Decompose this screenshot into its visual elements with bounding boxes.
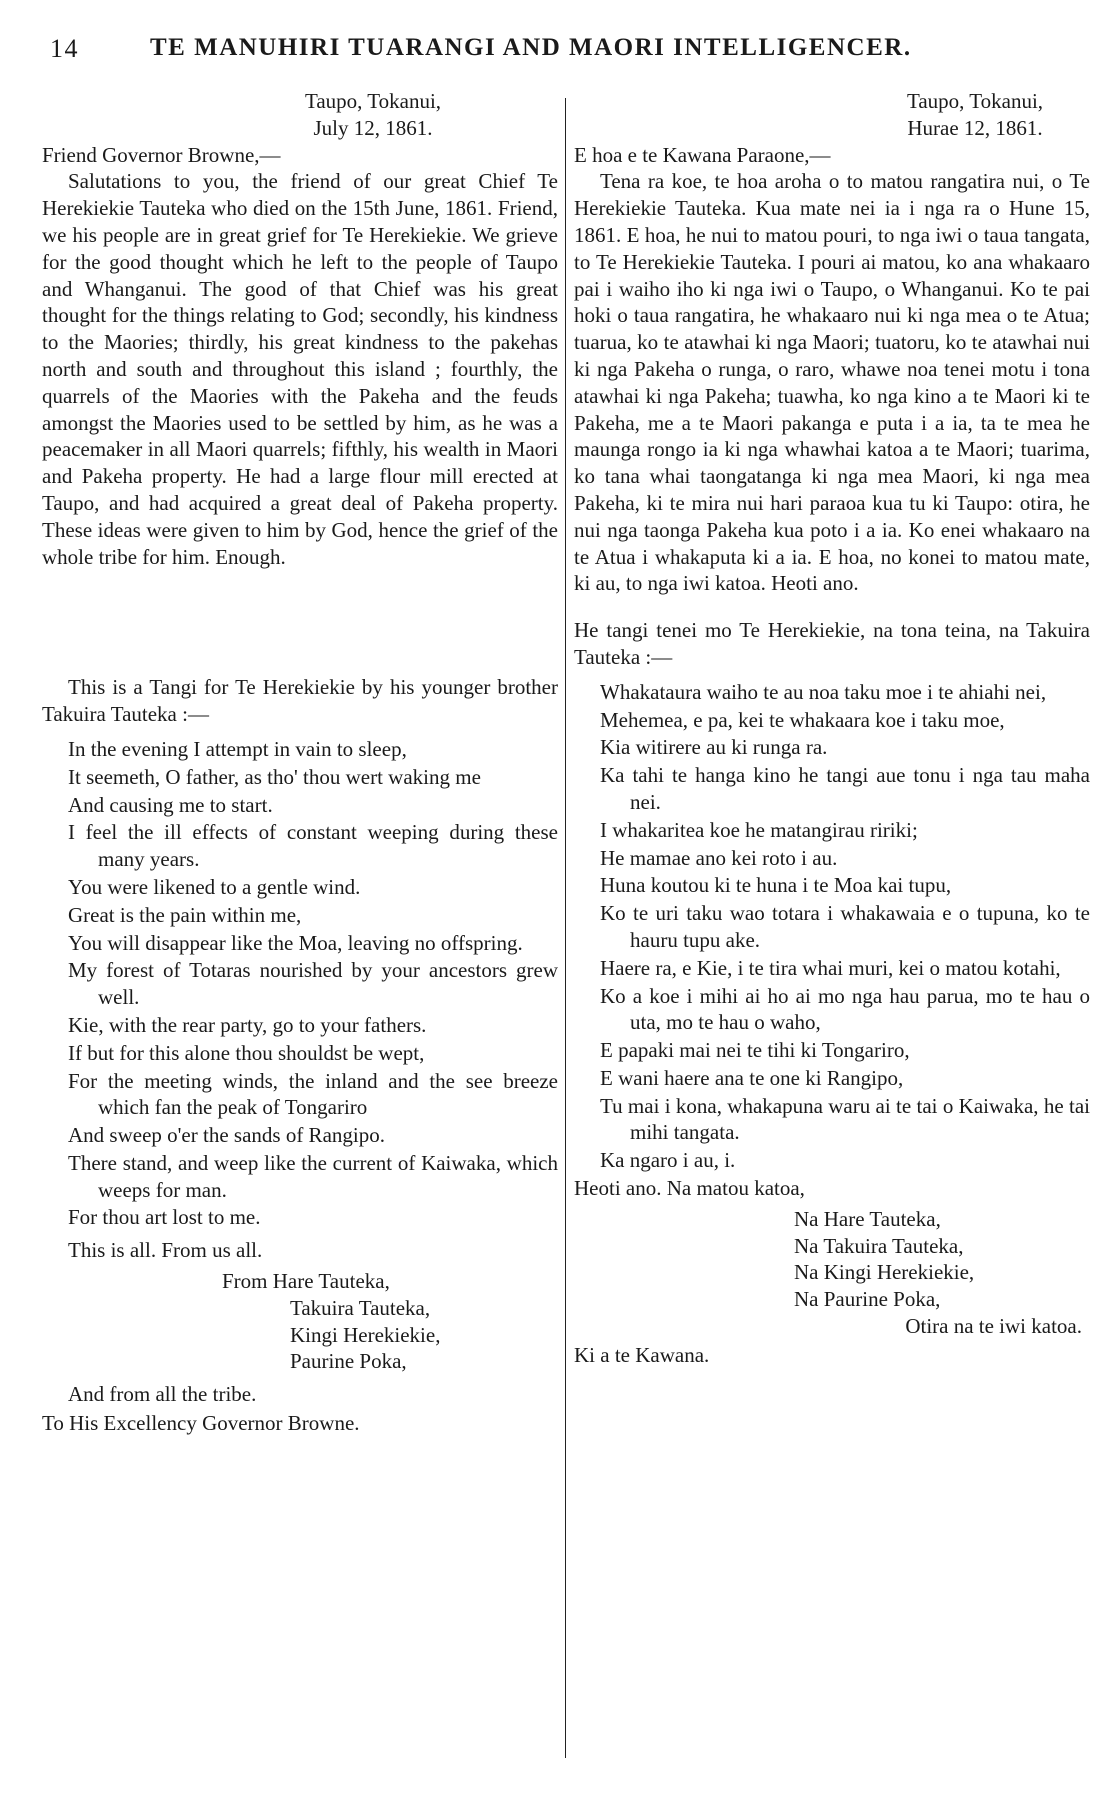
poem-line: Ko a koe i mihi ai ho ai mo nga hau parua, mo te hau o uta, mo te hau o waho, (600, 983, 1090, 1035)
english-poem (42, 736, 558, 1231)
poem-line: Kie, with the rear party, go to your fathers. (68, 1012, 427, 1037)
poem-line: My forest of Totaras nourished by your ancestors grew well. (68, 958, 558, 1010)
poem-line: Tu mai i kona, whakapuna waru ai te tai o Kaiwaka, he tai mihi tangata. (600, 1093, 1090, 1145)
poem-line: Ko te uri taku wao totara i whakawaia e o tupuna, ko te hauru tupu ake. (600, 901, 1090, 952)
english-column (42, 88, 558, 1437)
poem-line: I whakaritea koe he matangirau ririki; (600, 817, 918, 842)
dateline-date: July 12, 1861. (313, 115, 433, 140)
poem-line: It seemeth, O father, as tho' thou wert waking me (68, 764, 481, 789)
poem-line: Kia witirere au ki runga ra. (600, 735, 828, 760)
column-divider (565, 98, 566, 1758)
poem-line: He mamae ano kei roto i au. (600, 845, 838, 870)
maori-column (574, 88, 1090, 1369)
signer: From Hare Tauteka, (222, 1269, 390, 1294)
page-number: 14 (50, 34, 79, 63)
poem-line: E papaki mai nei te tihi ki Tongariro, (600, 1038, 910, 1063)
signer: Na Hare Tauteka, (794, 1206, 941, 1231)
english-signers (222, 1268, 558, 1375)
signer: Takuira Tauteka, (290, 1295, 431, 1320)
english-letter: Salutations to you, the friend of our great Chief Te Herekiekie Tauteka who died on the 15th June, 1861. Friend, we his people are in great grief for Te Herekiekie. We grieve for the good thought which he left to the people of Taupo and Whanganui. The good of that Chief was his great thought for the things relating to God; secondly, his kindness to the Maories; thirdly, his great kindness to the pakehas north and south and throughout this island ; fourthly, the quarrels of the Maories with the Pakeha and the feuds amongst the Maories used to be settled by him, as he was a peacemaker in all Maori quarrels; fifthly, his wealth in Maori and Pakeha property. He had a large flour mill erected at Taupo, and had acquired a great deal of Pakeha property. These ideas were given to him by God, hence the grief of the whole tribe for him. Enough. (42, 169, 558, 569)
poem-line: For thou art lost to me. (68, 1205, 261, 1230)
signer: Na Paurine Poka, (794, 1287, 941, 1312)
page-header (40, 28, 1080, 68)
poem-line: Haere ra, e Kie, i te tira whai muri, kei o matou kotahi, (600, 955, 1061, 980)
maori-signers (794, 1206, 1090, 1313)
english-salutation: Friend Governor Browne,— (42, 142, 281, 167)
poem-line: And sweep o'er the sands of Rangipo. (68, 1123, 385, 1148)
dateline-place: Taupo, Tokanui, (304, 89, 442, 113)
maori-letter: Tena ra koe, te hoa aroha o to matou rangatira nui, o Te Herekiekie Tauteka. Kua mate nei ia i nga ra o Hune 15, 1861. E hoa, he nui to matou pouri, to nga iwi o taua tangata, to Te Herekiekie Tauteka. I pouri ai matou, ko ana whakaaro pai i waiho iho ki nga iwi o Taupo, o Whanganui. Ko te pai hoki o taua rangatira, he whakaaro nui ki nga mea o te Atua; tuarua, ko te atawhai ki nga Maori; tuatoru, ko te atawhai nui ki nga Pakeha o runga, o raro, whawe noa tenei motu i tona atawhai ki nga Pakeha; tuawha, ko nga kino a te Maori ki te Pakeha, me a te Maori pakanga e puta i a ia, ta te mea he maunga rongo ia ki nga whawhai katoa a te Maori; tuarima, ko tana whai taongatanga ki nga mea Maori, ki nga mea Pakeha, ki te mira nui hari paraoa kua tu ki Taupo: otira, he nui nga taonga Pakeha kua poto i a ia. Ko enei whakaaro na te Atua i whakaputa ki a ia. E hoa, no konei to matou mate, ki au, to nga iwi katoa. Heoti ano. (574, 169, 1090, 596)
english-lament-title: This is a Tangi for Te Herekiekie by his younger brother Takuira Tauteka :— (42, 675, 558, 727)
poem-line: Ka ngaro i au, i. (600, 1148, 736, 1173)
maori-salutation: E hoa e te Kawana Paraone,— (574, 142, 831, 167)
maori-poem (574, 679, 1090, 1174)
poem-line: Mehemea, e pa, kei te whakaara koe i taku moe, (600, 707, 1005, 732)
dateline-place: Taupo, Tokanui, (906, 89, 1044, 113)
poem-line: For the meeting winds, the inland and the see breeze which fan the peak of Tongariro (68, 1068, 558, 1120)
maori-tribe-line: Otira na te iwi katoa. (905, 1314, 1082, 1339)
maori-addressee: Ki a te Kawana. (574, 1342, 710, 1367)
signer: Paurine Poka, (290, 1349, 407, 1374)
english-dateline (42, 88, 558, 142)
signer: Na Takuira Tauteka, (794, 1233, 964, 1258)
poem-line: If but for this alone thou shouldst be wept, (68, 1040, 425, 1065)
english-closing: This is all. From us all. (68, 1238, 263, 1263)
poem-line: Ka tahi te hanga kino he tangi aue tonu i nga tau maha nei. (600, 763, 1090, 814)
running-title: TE MANUHIRI TUARANGI AND MAORI INTELLIGENCER. (150, 34, 912, 61)
poem-line: There stand, and weep like the current of Kaiwaka, which weeps for man. (68, 1150, 558, 1202)
poem-line: You were likened to a gentle wind. (68, 874, 361, 899)
poem-line: Great is the pain within me, (68, 902, 302, 927)
poem-line: And causing me to start. (68, 792, 273, 817)
poem-line: You will disappear like the Moa, leaving no offspring. (68, 930, 523, 955)
maori-lament-title: He tangi tenei mo Te Herekiekie, na tona teina, na Takuira Tauteka :— (574, 618, 1090, 669)
maori-closing: Heoti ano. Na matou katoa, (574, 1176, 805, 1201)
poem-line: In the evening I attempt in vain to sleep, (68, 736, 407, 761)
dateline-date: Hurae 12, 1861. (907, 115, 1043, 140)
signer: Kingi Herekiekie, (290, 1322, 441, 1347)
english-tribe-line: And from all the tribe. (68, 1382, 257, 1407)
poem-line: Whakataura waiho te au noa taku moe i te ahiahi nei, (600, 679, 1047, 704)
english-addressee: To His Excellency Governor Browne. (42, 1411, 360, 1436)
poem-line: I feel the ill effects of constant weeping during these many years. (68, 820, 558, 872)
signer: Na Kingi Herekiekie, (794, 1260, 975, 1285)
poem-line: E wani haere ana te one ki Rangipo, (600, 1065, 904, 1090)
maori-dateline (574, 88, 1090, 142)
poem-line: Huna koutou ki te huna i te Moa kai tupu, (600, 873, 952, 898)
